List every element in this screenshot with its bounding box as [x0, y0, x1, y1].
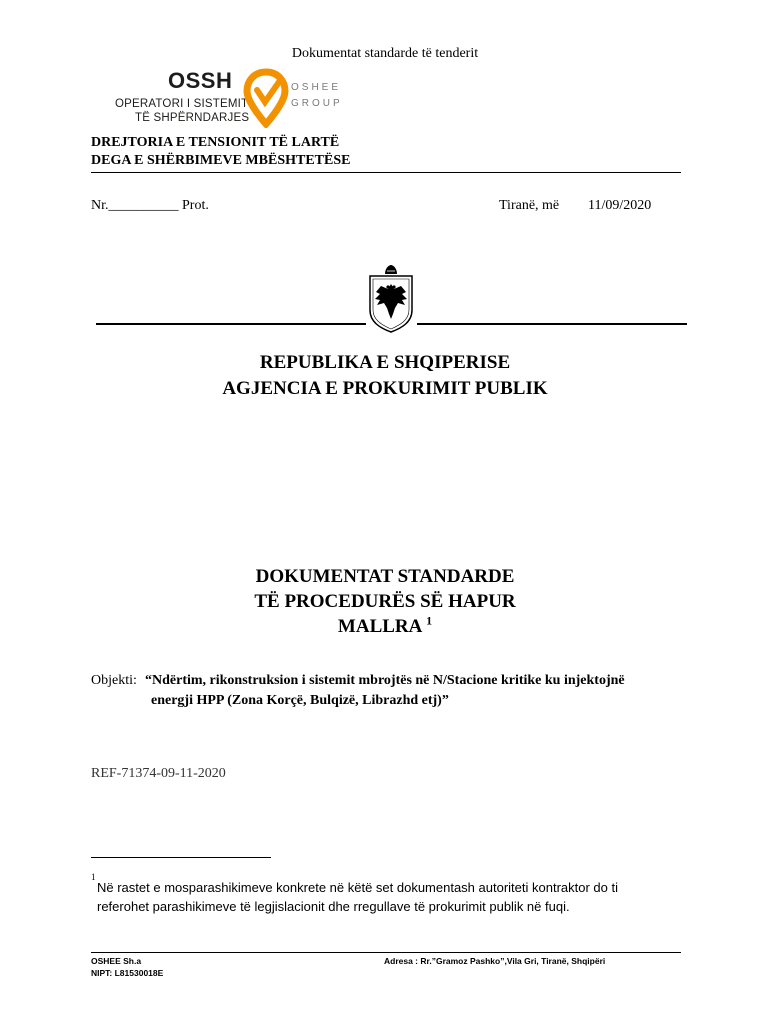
header-divider [91, 172, 681, 173]
department-line-1: DREJTORIA E TENSIONIT TË LARTË [91, 135, 340, 150]
document-title-line-1: DOKUMENTAT STANDARDE [255, 566, 515, 587]
footnote-divider [91, 857, 271, 858]
document-title-goods: MALLRA [337, 616, 422, 637]
protocol-number: Nr.__________ Prot. [91, 198, 209, 213]
emblem-line-left [96, 323, 366, 325]
logo-line-2: TË SHPËRNDARJES [135, 112, 250, 124]
footer-nipt: NIPT: L81530018E [91, 968, 164, 978]
oshee-pin-icon [243, 68, 289, 128]
albanian-eagle-coat-of-arms-icon [367, 262, 415, 334]
object-label: Objekti: [91, 673, 137, 688]
place-label: Tiranë, më [499, 198, 560, 213]
logo-line-1: OPERATORI I SISTEMIT [115, 98, 249, 110]
republic-title: REPUBLIKA E SHQIPERISE [259, 352, 511, 373]
logo-group-line-1: OSHEE [291, 82, 342, 93]
footer-divider [91, 952, 681, 953]
document-title-line-3 [0, 613, 770, 638]
department-line-2: DEGA E SHËRBIMEVE MBËSHTETËSE [91, 153, 351, 168]
object-description-line-1: “Ndërtim, rikonstruksion i sistemit mbrojtës në N/Stacione kritike ku injektojnë [145, 673, 625, 688]
document-date: 11/09/2020 [588, 198, 652, 213]
agency-title: AGJENCIA E PROKURIMIT PUBLIK [222, 378, 548, 399]
logo-name: OSSH [168, 68, 233, 93]
document-title-line-2: TË PROCEDURËS SË HAPUR [254, 591, 516, 612]
emblem-line-right [417, 323, 687, 325]
reference-code: REF-71374-09-11-2020 [91, 766, 226, 781]
footnote-reference: 1 [426, 613, 433, 628]
footer-company: OSHEE Sh.a [91, 956, 142, 966]
footnote-text-line-1: Në rastet e mosparashikimeve konkrete në këtë set dokumentash autoriteti kontraktor do ti [97, 880, 618, 895]
footnote-text-line-2: referohet parashikimeve të legjislacionit dhe rregullave të prokurimit publik në fuqi. [97, 899, 570, 914]
logo-group-line-2: GROUP [291, 98, 343, 109]
footer-address: Adresa : Rr.”Gramoz Pashko”,Vila Gri, Tiranë, Shqipëri [384, 956, 606, 966]
document-header-text: Dokumentat standarde të tenderit [291, 46, 479, 61]
footnote-mark: 1 [91, 872, 96, 882]
object-description-line-2: energji HPP (Zona Korçë, Bulqizë, Librazhd etj)” [151, 693, 449, 708]
ossh-logo [115, 68, 345, 130]
